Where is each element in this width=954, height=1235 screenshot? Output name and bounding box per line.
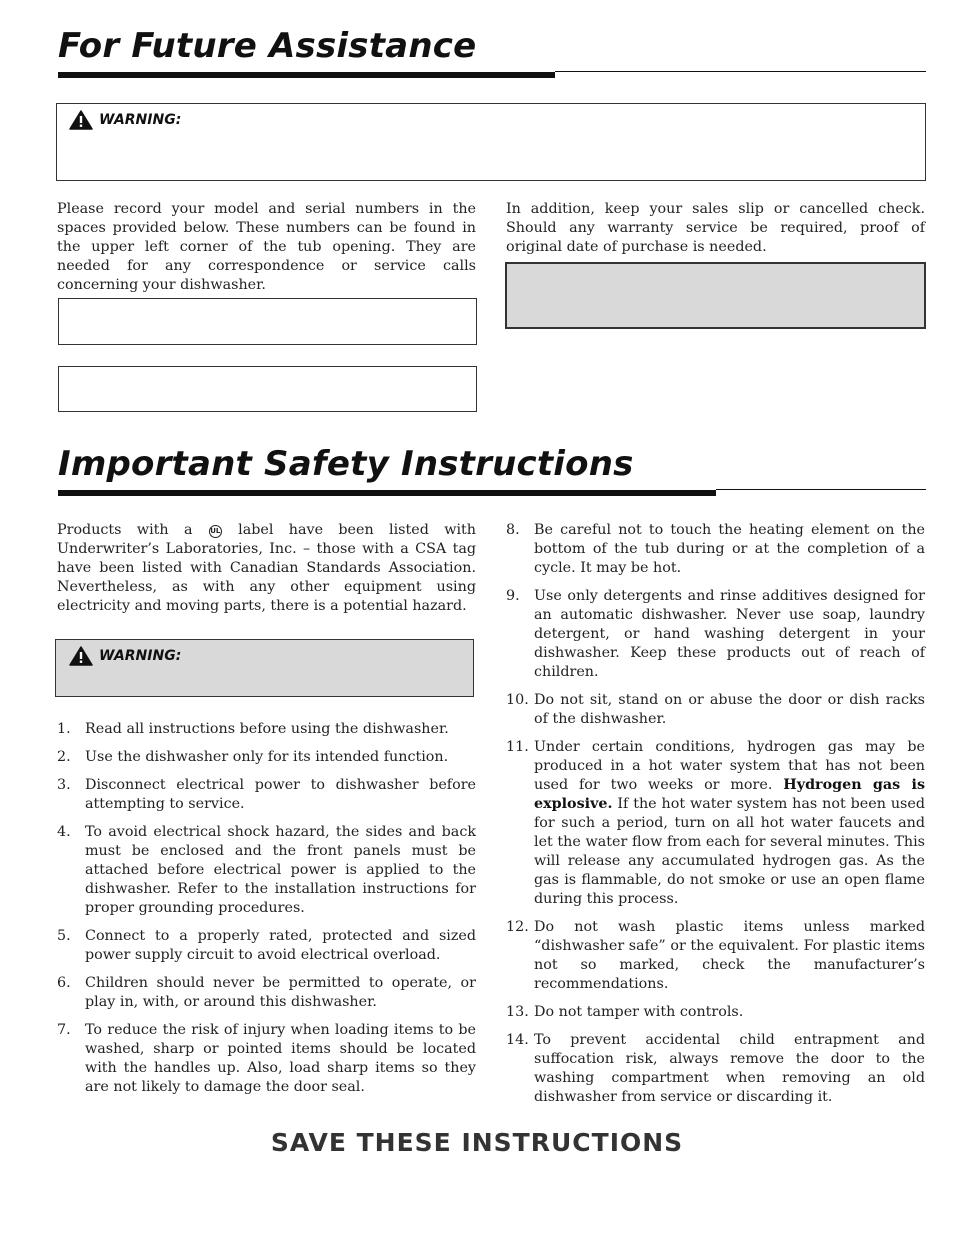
hydrogen-warning-bold: Hydrogen gas is explosive.	[534, 777, 925, 812]
safety-underline-thick	[58, 490, 716, 496]
serial-number-field[interactable]	[58, 366, 477, 412]
list-item: 2. Use the dishwasher only for its intended function.	[57, 749, 449, 765]
warning-box-safety	[55, 639, 474, 697]
warning-text: WARNING:	[99, 648, 182, 664]
list-item: 4. To avoid electrical shock hazard, the sides and back must be enclosed and the front panels must be attached before electrical power is applied to the dishwasher. Refer to the installation instructions for proper grounding procedures.	[57, 824, 476, 916]
model-number-field[interactable]	[58, 298, 477, 345]
intro-text-after: label have been listed with Underwriter’s Laboratories, Inc. – those with a CSA tag have been listed with Canadian Standards Association. Nevertheless, as with any other equipment using electricity and moving parts, there is a potential hazard.	[57, 522, 476, 614]
sales-slip-paragraph: In addition, keep your sales slip or cancelled check. Should any warranty service be required, proof of original date of purchase is needed.	[506, 201, 925, 255]
list-item: 10. Do not sit, stand on or abuse the door or dish racks of the dishwasher.	[506, 692, 925, 727]
list-item: 11. Under certain conditions, hydrogen gas may be produced in a hot water system that has not been used for two weeks or more. Hydrogen gas is explosive. If the hot water system has not been used for such a period, turn on all hot water faucets and let the water flow from each for several minutes. This will release any accumulated hydrogen gas. As the gas is flammable, do not smoke or use an open flame during this process.	[506, 739, 926, 907]
save-instructions-heading: SAVE THESE INSTRUCTIONS	[270, 1128, 684, 1157]
safety-list-left	[57, 720, 476, 1106]
list-item: 12. Do not wash plastic items unless marked “dishwasher safe” or the equivalent. For plastic items not so marked, check the manufacturer’s recommendations.	[506, 919, 925, 992]
list-item: 1. Read all instructions before using the dishwasher.	[57, 721, 449, 737]
list-item: 5. Connect to a properly rated, protected and sized power supply circuit to avoid electrical overload.	[57, 928, 476, 963]
list-item: 7. To reduce the risk of injury when loading items to be washed, sharp or pointed items should be located with the handles up. Also, load sharp items so they are not likely to damage the door seal.	[57, 1022, 476, 1095]
warning-label	[69, 110, 181, 130]
safety-instructions-title: Important Safety Instructions	[58, 444, 634, 484]
list-item: 14. To prevent accidental child entrapment and suffocation risk, always remove the door to the washing compartment when removing an old dishwasher from service or discarding it.	[506, 1032, 925, 1105]
warning-box-future	[56, 103, 926, 181]
list-item: 3. Disconnect electrical power to dishwasher before attempting to service.	[57, 777, 476, 812]
warning-text: WARNING:	[99, 112, 182, 128]
list-item: 8. Be careful not to touch the heating element on the bottom of the tub during or at the completion of a cycle. It may be hot.	[506, 522, 925, 576]
intro-text-before: Products with a	[57, 522, 193, 538]
warning-label	[69, 646, 181, 666]
list-item: 13. Do not tamper with controls.	[506, 1004, 744, 1020]
future-assistance-title: For Future Assistance	[58, 26, 477, 66]
ul-csa-intro-paragraph	[57, 521, 476, 616]
ul-listing-icon: UL	[209, 525, 222, 538]
safety-underline-thin	[716, 489, 926, 490]
list-item: 9. Use only detergents and rinse additives designed for an automatic dishwasher. Never use soap, laundry detergent, or hand washing detergent in your dishwasher. Keep these products out of reach of children.	[506, 588, 925, 680]
list-item: 6. Children should never be permitted to operate, or play in, with, or around this dishwasher.	[57, 975, 476, 1010]
safety-list-right	[506, 521, 925, 1116]
warning-triangle-icon	[69, 646, 93, 666]
title-underline-thick	[58, 72, 555, 78]
purchase-info-box	[505, 262, 926, 329]
warning-triangle-icon	[69, 110, 93, 130]
record-numbers-paragraph: Please record your model and serial numbers in the spaces provided below. These numbers can be found in the upper left corner of the tub opening. They are needed for any correspondence or service calls concerning your dishwasher.	[57, 201, 476, 293]
title-underline-thin	[555, 71, 926, 72]
